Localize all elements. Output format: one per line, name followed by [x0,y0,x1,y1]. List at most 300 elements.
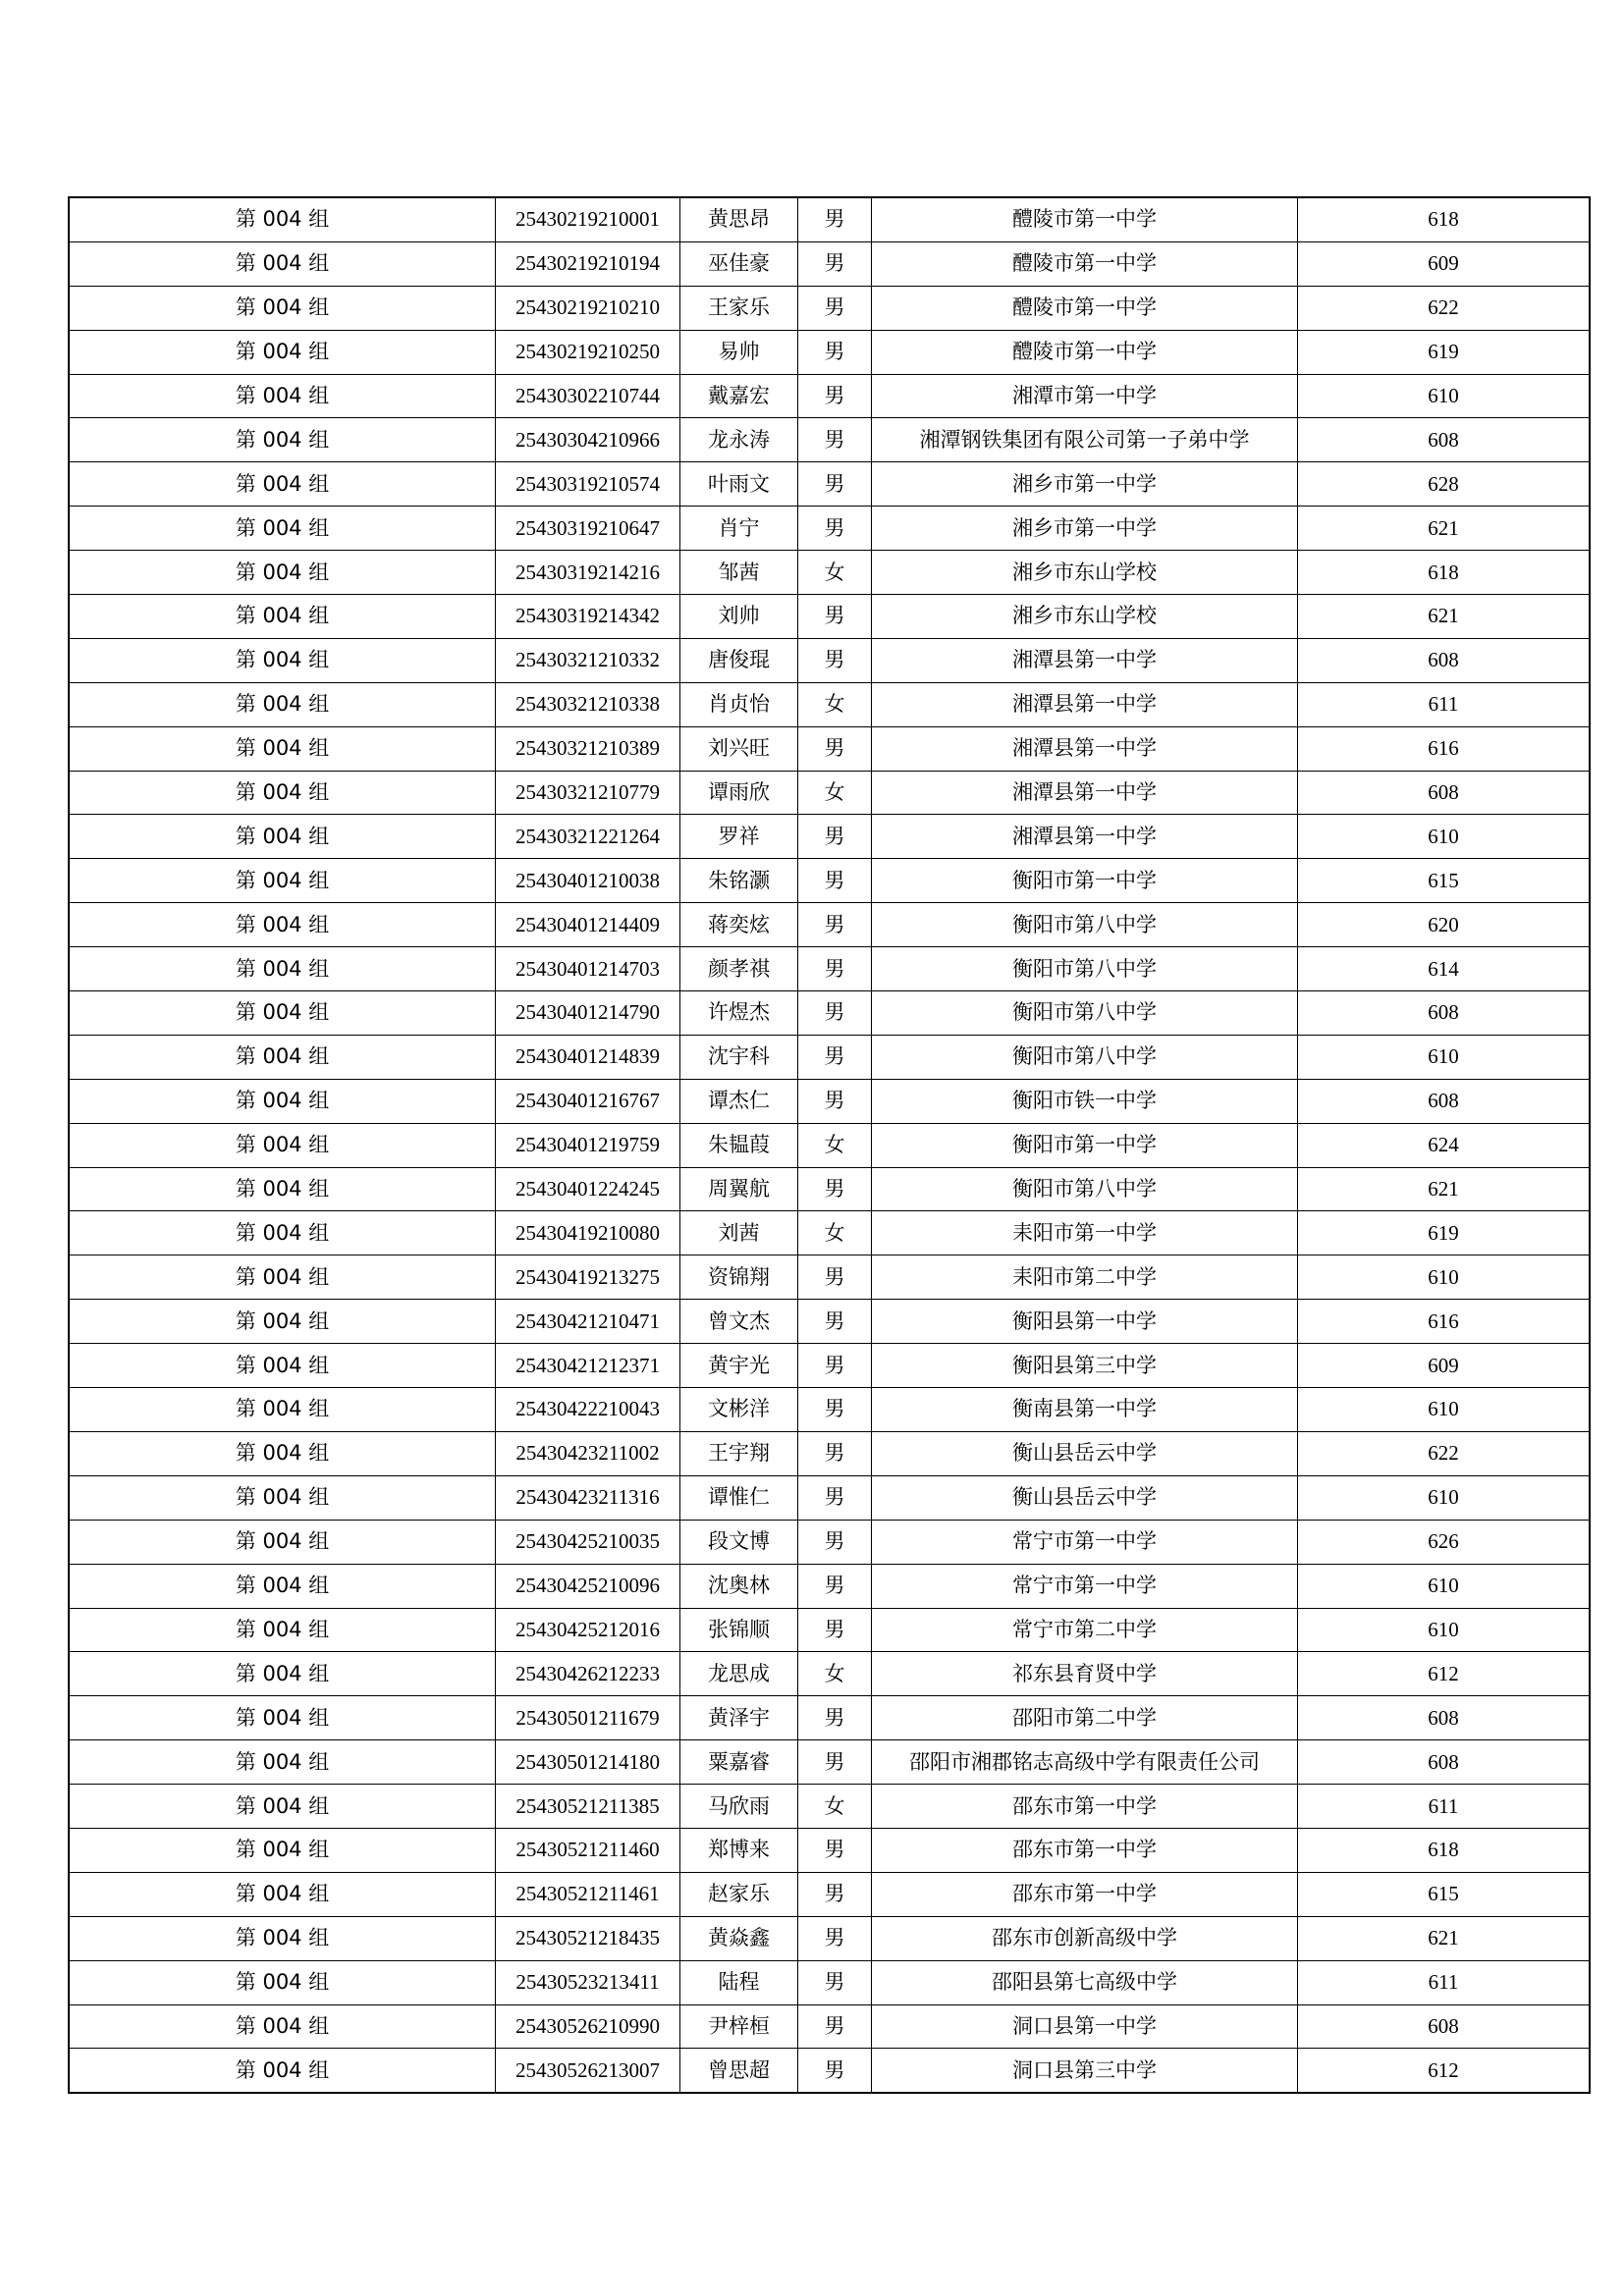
exam-id-cell: 25430425212016 [496,1608,680,1652]
table-row [69,330,1590,374]
group-cell: 第 004 组 [69,1079,496,1123]
school-cell: 醴陵市第一中学 [872,286,1298,330]
student-name-cell: 沈宇科 [680,1035,798,1079]
gender-cell: 女 [798,682,872,726]
group-cell: 第 004 组 [69,595,496,639]
student-name-cell: 巫佳豪 [680,241,798,286]
table-row [69,1431,1590,1475]
student-name-cell: 刘帅 [680,595,798,639]
table-row [69,1916,1590,1960]
exam-id-cell: 25430419213275 [496,1255,680,1300]
exam-id-cell: 25430401210038 [496,859,680,903]
score-cell: 621 [1298,507,1591,551]
student-name-cell: 肖贞怡 [680,682,798,726]
table-row [69,638,1590,682]
exam-id-cell: 25430321210389 [496,726,680,771]
group-cell: 第 004 组 [69,286,496,330]
group-cell: 第 004 组 [69,1431,496,1475]
table-row [69,1520,1590,1564]
school-cell: 湘潭市第一中学 [872,374,1298,418]
school-cell: 湘乡市东山学校 [872,595,1298,639]
group-cell: 第 004 组 [69,1652,496,1696]
table-row [69,771,1590,815]
score-cell: 622 [1298,1431,1591,1475]
table-row [69,1079,1590,1123]
gender-cell: 女 [798,551,872,595]
group-cell: 第 004 组 [69,330,496,374]
table-row [69,947,1590,991]
school-cell: 衡阳市第八中学 [872,947,1298,991]
group-cell: 第 004 组 [69,1740,496,1785]
group-cell: 第 004 组 [69,197,496,241]
group-cell: 第 004 组 [69,638,496,682]
exam-id-cell: 25430401224245 [496,1167,680,1211]
gender-cell: 男 [798,1475,872,1520]
student-name-cell: 陆程 [680,1960,798,2004]
exam-id-cell: 25430423211316 [496,1475,680,1520]
score-cell: 608 [1298,1079,1591,1123]
gender-cell: 女 [798,1211,872,1255]
gender-cell: 男 [798,991,872,1036]
gender-cell: 男 [798,1564,872,1608]
student-name-cell: 黄泽宇 [680,1696,798,1740]
exam-id-cell: 25430401219759 [496,1123,680,1167]
gender-cell: 男 [798,1872,872,1916]
table-row [69,1255,1590,1300]
group-cell: 第 004 组 [69,1211,496,1255]
score-cell: 610 [1298,815,1591,859]
gender-cell: 男 [798,1300,872,1344]
score-cell: 608 [1298,1696,1591,1740]
exam-id-cell: 25430422210043 [496,1388,680,1432]
table-row [69,551,1590,595]
gender-cell: 男 [798,638,872,682]
school-cell: 衡阳县第一中学 [872,1300,1298,1344]
score-cell: 628 [1298,462,1591,507]
student-name-cell: 龙思成 [680,1652,798,1696]
gender-cell: 女 [798,1652,872,1696]
table-row [69,1300,1590,1344]
table-row [69,991,1590,1036]
table-row [69,815,1590,859]
gender-cell: 男 [798,595,872,639]
gender-cell: 男 [798,1079,872,1123]
gender-cell: 男 [798,2004,872,2049]
school-cell: 邵阳县第七高级中学 [872,1960,1298,2004]
table-row [69,507,1590,551]
student-name-cell: 曾文杰 [680,1300,798,1344]
gender-cell: 男 [798,286,872,330]
student-name-cell: 刘茜 [680,1211,798,1255]
exam-id-cell: 25430319214216 [496,551,680,595]
exam-id-cell: 25430401214703 [496,947,680,991]
exam-id-cell: 25430304210966 [496,418,680,462]
school-cell: 祁东县育贤中学 [872,1652,1298,1696]
gender-cell: 男 [798,2049,872,2093]
school-cell: 醴陵市第一中学 [872,197,1298,241]
exam-id-cell: 25430219210250 [496,330,680,374]
score-cell: 616 [1298,726,1591,771]
school-cell: 衡阳县第三中学 [872,1344,1298,1388]
exam-id-cell: 25430501214180 [496,1740,680,1785]
score-cell: 610 [1298,1388,1591,1432]
student-name-cell: 戴嘉宏 [680,374,798,418]
score-cell: 608 [1298,771,1591,815]
table-row [69,1608,1590,1652]
school-cell: 常宁市第一中学 [872,1520,1298,1564]
group-cell: 第 004 组 [69,1344,496,1388]
school-cell: 常宁市第二中学 [872,1608,1298,1652]
roster-page [68,196,1582,2094]
exam-id-cell: 25430219210194 [496,241,680,286]
score-cell: 616 [1298,1300,1591,1344]
table-row [69,1475,1590,1520]
score-cell: 621 [1298,595,1591,639]
group-cell: 第 004 组 [69,1520,496,1564]
student-name-cell: 马欣雨 [680,1785,798,1829]
student-name-cell: 王家乐 [680,286,798,330]
student-name-cell: 唐俊琨 [680,638,798,682]
school-cell: 湘乡市东山学校 [872,551,1298,595]
group-cell: 第 004 组 [69,726,496,771]
gender-cell: 男 [798,418,872,462]
score-cell: 608 [1298,2004,1591,2049]
table-row [69,1652,1590,1696]
group-cell: 第 004 组 [69,418,496,462]
school-cell: 邵阳市第二中学 [872,1696,1298,1740]
score-cell: 626 [1298,1520,1591,1564]
exam-id-cell: 25430302210744 [496,374,680,418]
table-row [69,1960,1590,2004]
group-cell: 第 004 组 [69,815,496,859]
school-cell: 醴陵市第一中学 [872,330,1298,374]
exam-id-cell: 25430526210990 [496,2004,680,2049]
group-cell: 第 004 组 [69,1388,496,1432]
group-cell: 第 004 组 [69,2004,496,2049]
score-cell: 619 [1298,1211,1591,1255]
gender-cell: 男 [798,726,872,771]
exam-id-cell: 25430401214790 [496,991,680,1036]
gender-cell: 女 [798,1785,872,1829]
student-name-cell: 罗祥 [680,815,798,859]
group-cell: 第 004 组 [69,991,496,1036]
exam-id-cell: 25430421210471 [496,1300,680,1344]
table-row [69,859,1590,903]
score-cell: 610 [1298,1475,1591,1520]
table-row [69,726,1590,771]
score-cell: 624 [1298,1123,1591,1167]
student-name-cell: 黄焱鑫 [680,1916,798,1960]
exam-id-cell: 25430321210338 [496,682,680,726]
table-row [69,462,1590,507]
score-cell: 610 [1298,1608,1591,1652]
group-cell: 第 004 组 [69,771,496,815]
student-name-cell: 王宇翔 [680,1431,798,1475]
gender-cell: 男 [798,241,872,286]
score-cell: 610 [1298,374,1591,418]
student-name-cell: 肖宁 [680,507,798,551]
score-cell: 620 [1298,903,1591,947]
student-name-cell: 叶雨文 [680,462,798,507]
group-cell: 第 004 组 [69,1872,496,1916]
score-cell: 610 [1298,1564,1591,1608]
gender-cell: 男 [798,1916,872,1960]
score-cell: 609 [1298,1344,1591,1388]
gender-cell: 男 [798,374,872,418]
exam-id-cell: 25430321210332 [496,638,680,682]
school-cell: 耒阳市第二中学 [872,1255,1298,1300]
school-cell: 衡阳市第八中学 [872,1167,1298,1211]
gender-cell: 男 [798,947,872,991]
group-cell: 第 004 组 [69,947,496,991]
group-cell: 第 004 组 [69,374,496,418]
group-cell: 第 004 组 [69,1696,496,1740]
school-cell: 衡山县岳云中学 [872,1431,1298,1475]
school-cell: 邵东市创新高级中学 [872,1916,1298,1960]
score-cell: 610 [1298,1255,1591,1300]
exam-id-cell: 25430423211002 [496,1431,680,1475]
group-cell: 第 004 组 [69,1608,496,1652]
score-cell: 621 [1298,1167,1591,1211]
table-row [69,1740,1590,1785]
gender-cell: 男 [798,1035,872,1079]
group-cell: 第 004 组 [69,682,496,726]
table-row [69,1035,1590,1079]
gender-cell: 男 [798,1828,872,1872]
exam-id-cell: 25430419210080 [496,1211,680,1255]
school-cell: 邵东市第一中学 [872,1828,1298,1872]
exam-id-cell: 25430501211679 [496,1696,680,1740]
school-cell: 湘乡市第一中学 [872,507,1298,551]
exam-id-cell: 25430523213411 [496,1960,680,2004]
student-name-cell: 赵家乐 [680,1872,798,1916]
group-cell: 第 004 组 [69,551,496,595]
school-cell: 衡阳市铁一中学 [872,1079,1298,1123]
school-cell: 衡阳市第一中学 [872,859,1298,903]
group-cell: 第 004 组 [69,1035,496,1079]
table-row [69,1872,1590,1916]
roster-table [68,196,1591,2094]
table-row [69,197,1590,241]
student-name-cell: 蒋奕炫 [680,903,798,947]
group-cell: 第 004 组 [69,241,496,286]
group-cell: 第 004 组 [69,1564,496,1608]
group-cell: 第 004 组 [69,1123,496,1167]
table-row [69,903,1590,947]
gender-cell: 男 [798,1520,872,1564]
group-cell: 第 004 组 [69,462,496,507]
exam-id-cell: 25430321221264 [496,815,680,859]
student-name-cell: 周翼航 [680,1167,798,1211]
score-cell: 610 [1298,1035,1591,1079]
school-cell: 衡阳市第八中学 [872,1035,1298,1079]
exam-id-cell: 25430401216767 [496,1079,680,1123]
score-cell: 611 [1298,1785,1591,1829]
exam-id-cell: 25430321210779 [496,771,680,815]
school-cell: 邵东市第一中学 [872,1785,1298,1829]
exam-id-cell: 25430425210035 [496,1520,680,1564]
student-name-cell: 谭雨欣 [680,771,798,815]
table-row [69,2004,1590,2049]
score-cell: 618 [1298,551,1591,595]
group-cell: 第 004 组 [69,859,496,903]
student-name-cell: 张锦顺 [680,1608,798,1652]
school-cell: 湘潭县第一中学 [872,771,1298,815]
school-cell: 洞口县第一中学 [872,2004,1298,2049]
table-row [69,418,1590,462]
gender-cell: 男 [798,1431,872,1475]
student-name-cell: 段文博 [680,1520,798,1564]
group-cell: 第 004 组 [69,1785,496,1829]
gender-cell: 男 [798,507,872,551]
group-cell: 第 004 组 [69,1300,496,1344]
student-name-cell: 刘兴旺 [680,726,798,771]
school-cell: 衡山县岳云中学 [872,1475,1298,1520]
exam-id-cell: 25430421212371 [496,1344,680,1388]
score-cell: 611 [1298,1960,1591,2004]
exam-id-cell: 25430526213007 [496,2049,680,2093]
school-cell: 衡南县第一中学 [872,1388,1298,1432]
student-name-cell: 朱铭灏 [680,859,798,903]
school-cell: 湘潭县第一中学 [872,815,1298,859]
gender-cell: 男 [798,1608,872,1652]
student-name-cell: 文彬洋 [680,1388,798,1432]
table-row [69,1167,1590,1211]
student-name-cell: 朱韫葭 [680,1123,798,1167]
exam-id-cell: 25430521211460 [496,1828,680,1872]
table-row [69,1696,1590,1740]
exam-id-cell: 25430319210574 [496,462,680,507]
table-row [69,595,1590,639]
gender-cell: 男 [798,1167,872,1211]
gender-cell: 男 [798,1740,872,1785]
score-cell: 612 [1298,2049,1591,2093]
group-cell: 第 004 组 [69,1960,496,2004]
student-name-cell: 颜孝祺 [680,947,798,991]
exam-id-cell: 25430401214409 [496,903,680,947]
school-cell: 衡阳市第八中学 [872,991,1298,1036]
exam-id-cell: 25430319214342 [496,595,680,639]
exam-id-cell: 25430425210096 [496,1564,680,1608]
gender-cell: 男 [798,1960,872,2004]
school-cell: 衡阳市第八中学 [872,903,1298,947]
score-cell: 619 [1298,330,1591,374]
table-row [69,1388,1590,1432]
school-cell: 醴陵市第一中学 [872,241,1298,286]
score-cell: 615 [1298,859,1591,903]
score-cell: 608 [1298,1740,1591,1785]
student-name-cell: 尹梓桓 [680,2004,798,2049]
group-cell: 第 004 组 [69,1475,496,1520]
table-row [69,241,1590,286]
gender-cell: 男 [798,1388,872,1432]
school-cell: 邵阳市湘郡铭志高级中学有限责任公司 [872,1740,1298,1785]
score-cell: 609 [1298,241,1591,286]
score-cell: 608 [1298,638,1591,682]
score-cell: 608 [1298,418,1591,462]
table-row [69,1828,1590,1872]
student-name-cell: 沈奥林 [680,1564,798,1608]
score-cell: 614 [1298,947,1591,991]
exam-id-cell: 25430319210647 [496,507,680,551]
group-cell: 第 004 组 [69,903,496,947]
group-cell: 第 004 组 [69,507,496,551]
gender-cell: 男 [798,197,872,241]
score-cell: 608 [1298,991,1591,1036]
score-cell: 621 [1298,1916,1591,1960]
gender-cell: 男 [798,815,872,859]
student-name-cell: 黄宇光 [680,1344,798,1388]
school-cell: 湘潭钢铁集团有限公司第一子弟中学 [872,418,1298,462]
student-name-cell: 谭惟仁 [680,1475,798,1520]
table-row [69,374,1590,418]
gender-cell: 男 [798,1344,872,1388]
school-cell: 湘潭县第一中学 [872,682,1298,726]
group-cell: 第 004 组 [69,1828,496,1872]
school-cell: 耒阳市第一中学 [872,1211,1298,1255]
table-row [69,1785,1590,1829]
gender-cell: 男 [798,903,872,947]
score-cell: 618 [1298,197,1591,241]
student-name-cell: 许煜杰 [680,991,798,1036]
roster-table-body [69,197,1590,2093]
table-row [69,1564,1590,1608]
gender-cell: 男 [798,462,872,507]
gender-cell: 女 [798,771,872,815]
table-row [69,1344,1590,1388]
student-name-cell: 曾思超 [680,2049,798,2093]
gender-cell: 男 [798,1696,872,1740]
student-name-cell: 谭杰仁 [680,1079,798,1123]
school-cell: 湘潭县第一中学 [872,638,1298,682]
student-name-cell: 龙永涛 [680,418,798,462]
student-name-cell: 资锦翔 [680,1255,798,1300]
exam-id-cell: 25430219210210 [496,286,680,330]
school-cell: 邵东市第一中学 [872,1872,1298,1916]
exam-id-cell: 25430521211385 [496,1785,680,1829]
group-cell: 第 004 组 [69,1916,496,1960]
school-cell: 衡阳市第一中学 [872,1123,1298,1167]
exam-id-cell: 25430219210001 [496,197,680,241]
score-cell: 611 [1298,682,1591,726]
table-row [69,1123,1590,1167]
table-row [69,682,1590,726]
exam-id-cell: 25430521218435 [496,1916,680,1960]
gender-cell: 男 [798,330,872,374]
school-cell: 常宁市第一中学 [872,1564,1298,1608]
table-row [69,286,1590,330]
group-cell: 第 004 组 [69,1255,496,1300]
score-cell: 615 [1298,1872,1591,1916]
score-cell: 618 [1298,1828,1591,1872]
school-cell: 洞口县第三中学 [872,2049,1298,2093]
school-cell: 湘潭县第一中学 [872,726,1298,771]
exam-id-cell: 25430426212233 [496,1652,680,1696]
group-cell: 第 004 组 [69,2049,496,2093]
score-cell: 622 [1298,286,1591,330]
student-name-cell: 粟嘉睿 [680,1740,798,1785]
table-row [69,1211,1590,1255]
student-name-cell: 邹茜 [680,551,798,595]
gender-cell: 男 [798,1255,872,1300]
exam-id-cell: 25430401214839 [496,1035,680,1079]
student-name-cell: 易帅 [680,330,798,374]
gender-cell: 女 [798,1123,872,1167]
score-cell: 612 [1298,1652,1591,1696]
school-cell: 湘乡市第一中学 [872,462,1298,507]
student-name-cell: 郑博来 [680,1828,798,1872]
gender-cell: 男 [798,859,872,903]
